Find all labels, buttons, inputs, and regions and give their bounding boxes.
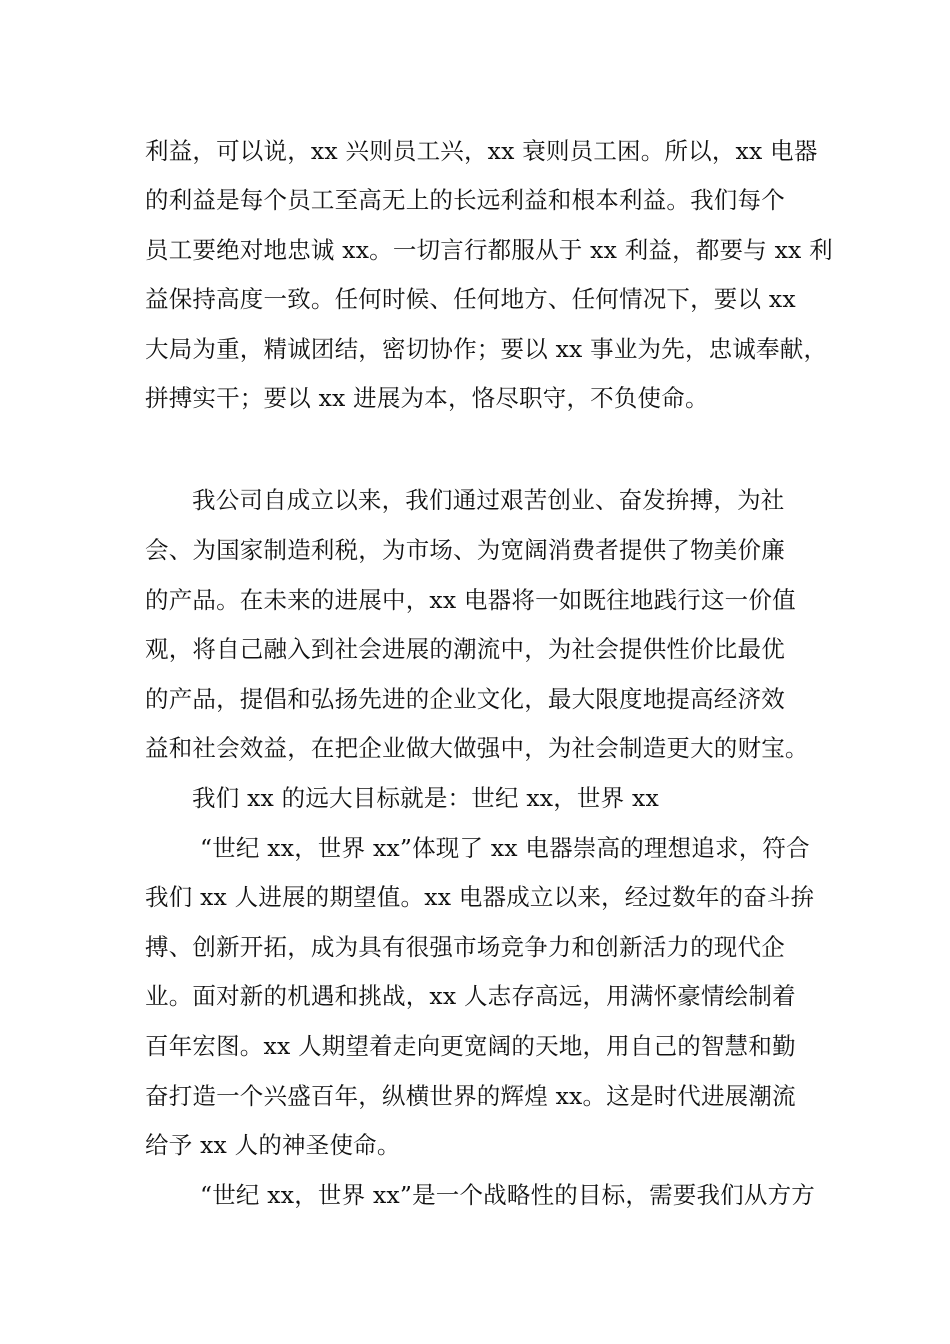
paragraph-line: 百年宏图。xx 人期望着走向更宽阔的天地，用自己的智慧和勤 [145, 1032, 796, 1060]
paragraph-line: 奋打造一个兴盛百年，纵横世界的辉煌 xx。这是时代进展潮流 [145, 1082, 796, 1110]
paragraph-line: 我公司自成立以来，我们通过艰苦创业、奋发拚搏，为社 [192, 486, 785, 514]
paragraph-line: 员工要绝对地忠诚 xx。一切言行都服从于 xx 利益，都要与 xx 利 [145, 236, 833, 264]
paragraph-line: 我们 xx 的远大目标就是：世纪 xx，世界 xx [192, 784, 659, 812]
paragraph-line: 会、为国家制造利税，为市场、为宽阔消费者提供了物美价廉 [145, 536, 785, 564]
paragraph-line: 给予 xx 人的神圣使命。 [145, 1131, 401, 1159]
paragraph-line: 的利益是每个员工至高无上的长远利益和根本利益。我们每个 [145, 186, 785, 214]
paragraph-line: 搏、创新开拓，成为具有很强市场竞争力和创新活力的现代企 [145, 933, 785, 961]
paragraph-line: 观，将自己融入到社会进展的潮流中，为社会提供性价比最优 [145, 635, 785, 663]
paragraph-line: 的产品。在未来的进展中，xx 电器将一如既往地践行这一价值 [145, 586, 796, 614]
paragraph-line: 益和社会效益，在把企业做大做强中，为社会制造更大的财宝。 [145, 734, 809, 762]
paragraph-line: 的产品，提倡和弘扬先进的企业文化，最大限度地提高经济效 [145, 685, 785, 713]
paragraph-line: 拼搏实干；要以 xx 进展为本，恪尽职守，不负使命。 [145, 384, 709, 412]
paragraph-line: “世纪 xx，世界 xx”是一个战略性的目标，需要我们从方方 [200, 1181, 815, 1209]
paragraph-line: “世纪 xx，世界 xx”体现了 xx 电器崇高的理想追求，符合 [200, 834, 810, 862]
paragraph-line: 业。面对新的机遇和挑战，xx 人志存高远，用满怀豪情绘制着 [145, 982, 796, 1010]
paragraph-line: 大局为重，精诚团结，密切协作；要以 xx 事业为先，忠诚奉献， [145, 335, 828, 363]
paragraph-line: 我们 xx 人进展的期望值。xx 电器成立以来，经过数年的奋斗拚 [145, 883, 815, 911]
paragraph-line: 益保持高度一致。任何时候、任何地方、任何情况下，要以 xx [145, 285, 796, 313]
paragraph-line: 利益，可以说，xx 兴则员工兴，xx 衰则员工困。所以，xx 电器 [145, 137, 818, 165]
